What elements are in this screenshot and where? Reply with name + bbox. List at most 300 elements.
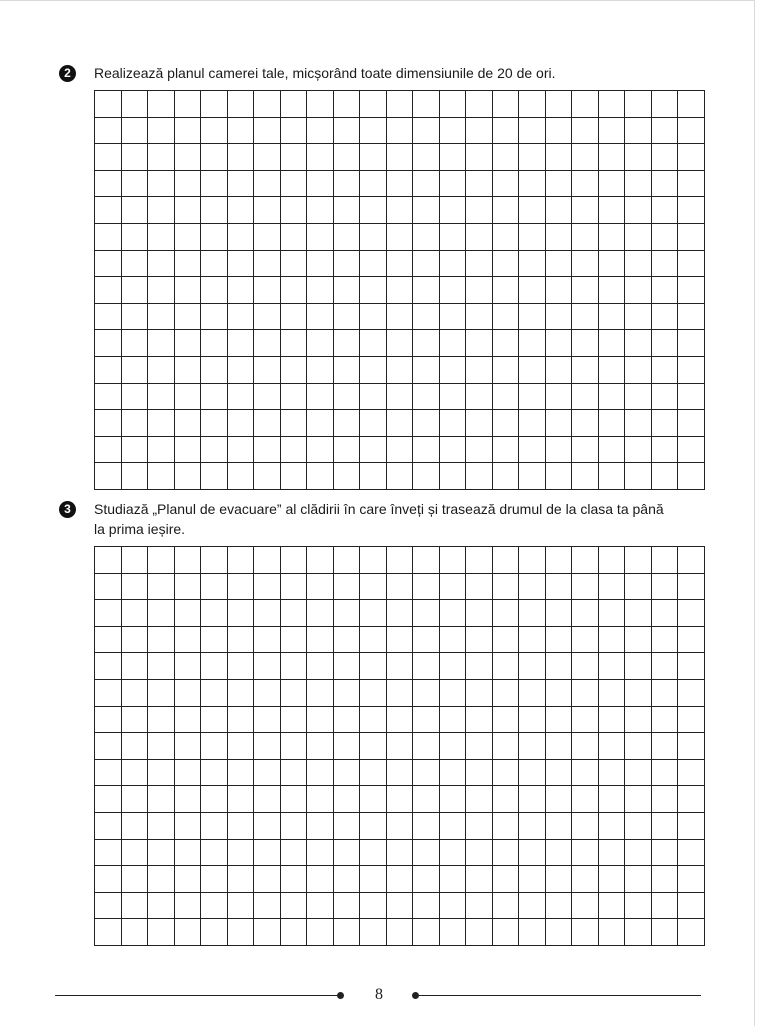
grid-cell[interactable]	[95, 627, 122, 654]
grid-cell[interactable]	[625, 251, 652, 278]
grid-cell[interactable]	[599, 919, 626, 946]
grid-cell[interactable]	[546, 919, 573, 946]
grid-cell[interactable]	[413, 118, 440, 145]
grid-cell[interactable]	[440, 866, 467, 893]
grid-cell[interactable]	[413, 840, 440, 867]
grid-cell[interactable]	[413, 357, 440, 384]
grid-cell[interactable]	[122, 707, 149, 734]
grid-cell[interactable]	[387, 707, 414, 734]
grid-cell[interactable]	[652, 680, 679, 707]
grid-cell[interactable]	[228, 330, 255, 357]
grid-cell[interactable]	[519, 277, 546, 304]
grid-cell[interactable]	[519, 653, 546, 680]
grid-cell[interactable]	[334, 410, 361, 437]
grid-cell[interactable]	[148, 463, 175, 490]
grid-cell[interactable]	[546, 251, 573, 278]
grid-cell[interactable]	[572, 463, 599, 490]
grid-cell[interactable]	[228, 840, 255, 867]
grid-cell[interactable]	[334, 118, 361, 145]
grid-cell[interactable]	[334, 357, 361, 384]
grid-cell[interactable]	[228, 574, 255, 601]
grid-cell[interactable]	[519, 144, 546, 171]
grid-cell[interactable]	[281, 384, 308, 411]
grid-cell[interactable]	[148, 384, 175, 411]
grid-cell[interactable]	[413, 760, 440, 787]
grid-cell[interactable]	[360, 410, 387, 437]
grid-cell[interactable]	[175, 384, 202, 411]
grid-cell[interactable]	[148, 277, 175, 304]
grid-cell[interactable]	[122, 251, 149, 278]
grid-cell[interactable]	[387, 118, 414, 145]
grid-cell[interactable]	[413, 144, 440, 171]
grid-cell[interactable]	[334, 251, 361, 278]
grid-cell[interactable]	[334, 547, 361, 574]
grid-cell[interactable]	[175, 893, 202, 920]
grid-cell[interactable]	[307, 707, 334, 734]
grid-cell[interactable]	[334, 463, 361, 490]
grid-cell[interactable]	[466, 304, 493, 331]
grid-cell[interactable]	[652, 733, 679, 760]
grid-cell[interactable]	[678, 547, 705, 574]
grid-cell[interactable]	[413, 224, 440, 251]
grid-cell[interactable]	[519, 118, 546, 145]
grid-cell[interactable]	[466, 224, 493, 251]
grid-cell[interactable]	[678, 627, 705, 654]
grid-cell[interactable]	[519, 866, 546, 893]
grid-cell[interactable]	[175, 330, 202, 357]
grid-cell[interactable]	[175, 118, 202, 145]
grid-cell[interactable]	[228, 144, 255, 171]
grid-cell[interactable]	[281, 304, 308, 331]
grid-cell[interactable]	[678, 866, 705, 893]
grid-cell[interactable]	[413, 919, 440, 946]
grid-cell[interactable]	[652, 410, 679, 437]
grid-cell[interactable]	[625, 197, 652, 224]
grid-cell[interactable]	[254, 600, 281, 627]
grid-cell[interactable]	[387, 547, 414, 574]
grid-cell[interactable]	[228, 463, 255, 490]
grid-cell[interactable]	[625, 463, 652, 490]
grid-cell[interactable]	[307, 251, 334, 278]
grid-cell[interactable]	[599, 463, 626, 490]
grid-cell[interactable]	[440, 786, 467, 813]
grid-cell[interactable]	[572, 680, 599, 707]
grid-cell[interactable]	[334, 627, 361, 654]
grid-cell[interactable]	[201, 463, 228, 490]
grid-cell[interactable]	[148, 653, 175, 680]
grid-cell[interactable]	[652, 893, 679, 920]
grid-cell[interactable]	[572, 224, 599, 251]
grid-cell[interactable]	[599, 893, 626, 920]
grid-cell[interactable]	[307, 653, 334, 680]
grid-cell[interactable]	[360, 330, 387, 357]
grid-cell[interactable]	[652, 171, 679, 198]
grid-cell[interactable]	[440, 919, 467, 946]
grid-cell[interactable]	[122, 786, 149, 813]
grid-cell[interactable]	[440, 304, 467, 331]
grid-cell[interactable]	[148, 410, 175, 437]
grid-cell[interactable]	[466, 171, 493, 198]
grid-cell[interactable]	[493, 919, 520, 946]
grid-cell[interactable]	[360, 840, 387, 867]
grid-cell[interactable]	[95, 304, 122, 331]
grid-cell[interactable]	[307, 574, 334, 601]
grid-cell[interactable]	[413, 171, 440, 198]
grid-cell[interactable]	[440, 197, 467, 224]
grid-cell[interactable]	[360, 384, 387, 411]
grid-cell[interactable]	[519, 574, 546, 601]
grid-cell[interactable]	[519, 680, 546, 707]
grid-cell[interactable]	[493, 251, 520, 278]
grid-cell[interactable]	[625, 437, 652, 464]
grid-cell[interactable]	[228, 384, 255, 411]
grid-cell[interactable]	[228, 437, 255, 464]
grid-cell[interactable]	[148, 574, 175, 601]
grid-cell[interactable]	[387, 813, 414, 840]
grid-cell[interactable]	[254, 463, 281, 490]
grid-cell[interactable]	[175, 600, 202, 627]
grid-cell[interactable]	[307, 760, 334, 787]
grid-cell[interactable]	[519, 627, 546, 654]
grid-cell[interactable]	[95, 251, 122, 278]
grid-cell[interactable]	[307, 786, 334, 813]
grid-cell[interactable]	[546, 680, 573, 707]
grid-cell[interactable]	[228, 357, 255, 384]
grid-cell[interactable]	[572, 144, 599, 171]
grid-cell[interactable]	[678, 733, 705, 760]
grid-cell[interactable]	[254, 437, 281, 464]
grid-cell[interactable]	[440, 547, 467, 574]
grid-cell[interactable]	[546, 144, 573, 171]
grid-cell[interactable]	[625, 330, 652, 357]
grid-cell[interactable]	[466, 118, 493, 145]
grid-cell[interactable]	[413, 91, 440, 118]
grid-cell[interactable]	[599, 251, 626, 278]
grid-cell[interactable]	[360, 813, 387, 840]
grid-cell[interactable]	[466, 760, 493, 787]
grid-cell[interactable]	[307, 118, 334, 145]
grid-cell[interactable]	[360, 547, 387, 574]
grid-cell[interactable]	[652, 707, 679, 734]
grid-cell[interactable]	[95, 463, 122, 490]
grid-cell[interactable]	[254, 733, 281, 760]
grid-cell[interactable]	[519, 463, 546, 490]
grid-cell[interactable]	[413, 866, 440, 893]
grid-cell[interactable]	[281, 118, 308, 145]
drawing-grid-room-plan[interactable]	[94, 90, 705, 490]
grid-cell[interactable]	[572, 733, 599, 760]
grid-cell[interactable]	[334, 304, 361, 331]
grid-cell[interactable]	[95, 357, 122, 384]
grid-cell[interactable]	[599, 304, 626, 331]
grid-cell[interactable]	[228, 919, 255, 946]
grid-cell[interactable]	[148, 627, 175, 654]
grid-cell[interactable]	[625, 600, 652, 627]
grid-cell[interactable]	[625, 707, 652, 734]
grid-cell[interactable]	[360, 733, 387, 760]
grid-cell[interactable]	[678, 437, 705, 464]
grid-cell[interactable]	[148, 437, 175, 464]
grid-cell[interactable]	[493, 410, 520, 437]
grid-cell[interactable]	[572, 574, 599, 601]
grid-cell[interactable]	[625, 866, 652, 893]
grid-cell[interactable]	[572, 410, 599, 437]
grid-cell[interactable]	[175, 251, 202, 278]
grid-cell[interactable]	[572, 813, 599, 840]
grid-cell[interactable]	[466, 840, 493, 867]
grid-cell[interactable]	[387, 893, 414, 920]
grid-cell[interactable]	[625, 680, 652, 707]
grid-cell[interactable]	[254, 760, 281, 787]
grid-cell[interactable]	[228, 733, 255, 760]
grid-cell[interactable]	[334, 893, 361, 920]
grid-cell[interactable]	[360, 653, 387, 680]
grid-cell[interactable]	[466, 813, 493, 840]
grid-cell[interactable]	[334, 707, 361, 734]
grid-cell[interactable]	[678, 760, 705, 787]
grid-cell[interactable]	[493, 840, 520, 867]
grid-cell[interactable]	[413, 304, 440, 331]
grid-cell[interactable]	[201, 866, 228, 893]
grid-cell[interactable]	[546, 760, 573, 787]
grid-cell[interactable]	[625, 144, 652, 171]
grid-cell[interactable]	[440, 91, 467, 118]
grid-cell[interactable]	[599, 144, 626, 171]
grid-cell[interactable]	[148, 707, 175, 734]
grid-cell[interactable]	[148, 251, 175, 278]
grid-cell[interactable]	[254, 866, 281, 893]
grid-cell[interactable]	[572, 197, 599, 224]
grid-cell[interactable]	[228, 627, 255, 654]
grid-cell[interactable]	[201, 384, 228, 411]
grid-cell[interactable]	[493, 144, 520, 171]
grid-cell[interactable]	[122, 357, 149, 384]
grid-cell[interactable]	[652, 118, 679, 145]
grid-cell[interactable]	[281, 786, 308, 813]
grid-cell[interactable]	[122, 574, 149, 601]
grid-cell[interactable]	[360, 277, 387, 304]
grid-cell[interactable]	[572, 786, 599, 813]
grid-cell[interactable]	[307, 919, 334, 946]
grid-cell[interactable]	[466, 866, 493, 893]
grid-cell[interactable]	[334, 437, 361, 464]
grid-cell[interactable]	[546, 118, 573, 145]
grid-cell[interactable]	[148, 304, 175, 331]
grid-cell[interactable]	[652, 547, 679, 574]
grid-cell[interactable]	[440, 357, 467, 384]
grid-cell[interactable]	[281, 547, 308, 574]
grid-cell[interactable]	[599, 627, 626, 654]
grid-cell[interactable]	[95, 653, 122, 680]
grid-cell[interactable]	[95, 680, 122, 707]
grid-cell[interactable]	[493, 547, 520, 574]
grid-cell[interactable]	[599, 384, 626, 411]
grid-cell[interactable]	[652, 224, 679, 251]
grid-cell[interactable]	[254, 786, 281, 813]
grid-cell[interactable]	[678, 840, 705, 867]
grid-cell[interactable]	[228, 547, 255, 574]
grid-cell[interactable]	[175, 866, 202, 893]
grid-cell[interactable]	[678, 707, 705, 734]
grid-cell[interactable]	[281, 840, 308, 867]
grid-cell[interactable]	[148, 224, 175, 251]
grid-cell[interactable]	[360, 463, 387, 490]
grid-cell[interactable]	[334, 600, 361, 627]
grid-cell[interactable]	[95, 733, 122, 760]
grid-cell[interactable]	[254, 680, 281, 707]
grid-cell[interactable]	[652, 357, 679, 384]
grid-cell[interactable]	[122, 437, 149, 464]
grid-cell[interactable]	[599, 410, 626, 437]
grid-cell[interactable]	[440, 144, 467, 171]
grid-cell[interactable]	[572, 357, 599, 384]
grid-cell[interactable]	[493, 463, 520, 490]
grid-cell[interactable]	[625, 840, 652, 867]
grid-cell[interactable]	[466, 786, 493, 813]
grid-cell[interactable]	[360, 627, 387, 654]
grid-cell[interactable]	[440, 680, 467, 707]
grid-cell[interactable]	[546, 277, 573, 304]
grid-cell[interactable]	[122, 680, 149, 707]
grid-cell[interactable]	[599, 118, 626, 145]
grid-cell[interactable]	[228, 680, 255, 707]
grid-cell[interactable]	[201, 277, 228, 304]
grid-cell[interactable]	[466, 91, 493, 118]
grid-cell[interactable]	[387, 197, 414, 224]
grid-cell[interactable]	[387, 463, 414, 490]
grid-cell[interactable]	[122, 919, 149, 946]
grid-cell[interactable]	[175, 919, 202, 946]
grid-cell[interactable]	[652, 600, 679, 627]
grid-cell[interactable]	[95, 410, 122, 437]
grid-cell[interactable]	[599, 277, 626, 304]
grid-cell[interactable]	[148, 866, 175, 893]
grid-cell[interactable]	[440, 277, 467, 304]
grid-cell[interactable]	[466, 251, 493, 278]
grid-cell[interactable]	[413, 463, 440, 490]
grid-cell[interactable]	[387, 680, 414, 707]
grid-cell[interactable]	[228, 118, 255, 145]
grid-cell[interactable]	[95, 197, 122, 224]
grid-cell[interactable]	[625, 277, 652, 304]
grid-cell[interactable]	[148, 197, 175, 224]
grid-cell[interactable]	[307, 547, 334, 574]
grid-cell[interactable]	[625, 760, 652, 787]
grid-cell[interactable]	[254, 118, 281, 145]
grid-cell[interactable]	[493, 627, 520, 654]
grid-cell[interactable]	[360, 786, 387, 813]
grid-cell[interactable]	[360, 118, 387, 145]
grid-cell[interactable]	[281, 627, 308, 654]
grid-cell[interactable]	[254, 197, 281, 224]
grid-cell[interactable]	[228, 304, 255, 331]
grid-cell[interactable]	[201, 574, 228, 601]
grid-cell[interactable]	[546, 707, 573, 734]
grid-cell[interactable]	[175, 144, 202, 171]
grid-cell[interactable]	[95, 786, 122, 813]
grid-cell[interactable]	[281, 919, 308, 946]
grid-cell[interactable]	[360, 600, 387, 627]
grid-cell[interactable]	[652, 813, 679, 840]
grid-cell[interactable]	[546, 410, 573, 437]
grid-cell[interactable]	[387, 304, 414, 331]
grid-cell[interactable]	[175, 357, 202, 384]
grid-cell[interactable]	[678, 144, 705, 171]
grid-cell[interactable]	[466, 437, 493, 464]
grid-cell[interactable]	[546, 197, 573, 224]
grid-cell[interactable]	[307, 680, 334, 707]
grid-cell[interactable]	[175, 224, 202, 251]
grid-cell[interactable]	[493, 304, 520, 331]
grid-cell[interactable]	[360, 707, 387, 734]
grid-cell[interactable]	[148, 813, 175, 840]
grid-cell[interactable]	[228, 171, 255, 198]
grid-cell[interactable]	[201, 437, 228, 464]
grid-cell[interactable]	[95, 919, 122, 946]
grid-cell[interactable]	[334, 224, 361, 251]
grid-cell[interactable]	[599, 437, 626, 464]
grid-cell[interactable]	[122, 813, 149, 840]
grid-cell[interactable]	[281, 437, 308, 464]
grid-cell[interactable]	[413, 277, 440, 304]
grid-cell[interactable]	[95, 384, 122, 411]
grid-cell[interactable]	[148, 330, 175, 357]
grid-cell[interactable]	[175, 197, 202, 224]
grid-cell[interactable]	[652, 760, 679, 787]
grid-cell[interactable]	[572, 840, 599, 867]
grid-cell[interactable]	[228, 707, 255, 734]
grid-cell[interactable]	[546, 733, 573, 760]
grid-cell[interactable]	[175, 813, 202, 840]
grid-cell[interactable]	[599, 813, 626, 840]
grid-cell[interactable]	[413, 786, 440, 813]
grid-cell[interactable]	[95, 893, 122, 920]
grid-cell[interactable]	[387, 600, 414, 627]
grid-cell[interactable]	[281, 574, 308, 601]
grid-cell[interactable]	[95, 277, 122, 304]
grid-cell[interactable]	[440, 733, 467, 760]
grid-cell[interactable]	[95, 547, 122, 574]
grid-cell[interactable]	[254, 813, 281, 840]
grid-cell[interactable]	[334, 760, 361, 787]
grid-cell[interactable]	[95, 330, 122, 357]
grid-cell[interactable]	[493, 357, 520, 384]
grid-cell[interactable]	[307, 733, 334, 760]
grid-cell[interactable]	[175, 733, 202, 760]
grid-cell[interactable]	[493, 171, 520, 198]
grid-cell[interactable]	[201, 760, 228, 787]
grid-cell[interactable]	[678, 410, 705, 437]
drawing-grid-evacuation-plan[interactable]	[94, 546, 705, 946]
grid-cell[interactable]	[440, 330, 467, 357]
grid-cell[interactable]	[95, 707, 122, 734]
grid-cell[interactable]	[466, 384, 493, 411]
grid-cell[interactable]	[95, 91, 122, 118]
grid-cell[interactable]	[546, 786, 573, 813]
grid-cell[interactable]	[519, 893, 546, 920]
grid-cell[interactable]	[175, 760, 202, 787]
grid-cell[interactable]	[625, 919, 652, 946]
grid-cell[interactable]	[148, 840, 175, 867]
grid-cell[interactable]	[599, 733, 626, 760]
grid-cell[interactable]	[625, 410, 652, 437]
grid-cell[interactable]	[625, 118, 652, 145]
grid-cell[interactable]	[254, 627, 281, 654]
grid-cell[interactable]	[122, 224, 149, 251]
grid-cell[interactable]	[148, 118, 175, 145]
grid-cell[interactable]	[175, 410, 202, 437]
grid-cell[interactable]	[122, 171, 149, 198]
